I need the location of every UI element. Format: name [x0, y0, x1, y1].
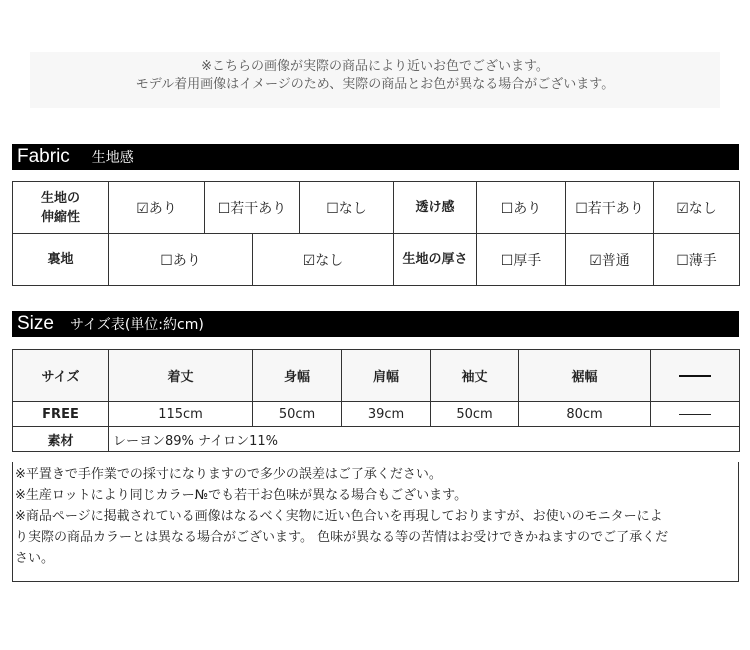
note-line: ※平置きで手作業での採寸になりますので多少の誤差はご了承ください。 [15, 467, 442, 482]
thickness-option-thick: ☐厚手 [477, 234, 566, 286]
thickness-option-thin: ☐薄手 [654, 234, 740, 286]
dash-mark [679, 375, 711, 377]
size-title: Size [17, 313, 54, 334]
fabric-table [12, 181, 740, 286]
sheer-option-none: ☑なし [654, 182, 740, 234]
fabric-row-lining [13, 234, 740, 286]
lining-option-none: ☑なし [253, 234, 394, 286]
header-width: 身幅 [253, 350, 342, 402]
sheer-option-slight: ☐若干あり [566, 182, 654, 234]
sheer-option-yes: ☐あり [477, 182, 566, 234]
fabric-subtitle: 生地感 [91, 150, 134, 166]
size-table [12, 349, 740, 452]
lining-label: 裏地 [13, 234, 109, 286]
material-label: 素材 [13, 427, 109, 452]
value-sleeve: 50cm [431, 402, 519, 427]
size-free: FREE [13, 402, 109, 427]
note-line: さい。 [15, 551, 55, 566]
note-line: ※生産ロットにより同じカラー№でも若干お色味が異なる場合もございます。 [15, 488, 468, 503]
header-size: サイズ [13, 350, 109, 402]
notes-box [12, 462, 739, 582]
notice-line-2: モデル着用画像はイメージのため、実際の商品とお色が異なる場合がございます。 [135, 77, 615, 92]
stretch-label: 生地の 伸縮性 [13, 182, 109, 234]
material-value: レーヨン89% ナイロン11% [109, 427, 740, 452]
value-length: 115cm [109, 402, 253, 427]
fabric-row-stretch [13, 182, 740, 234]
note-line: り実際の商品カラーとは異なる場合がございます。 色味が異なる等の苦情はお受けできかねますのでご了承くだ [15, 530, 669, 545]
size-header-bar [12, 311, 739, 337]
stretch-option-yes: ☑あり [109, 182, 205, 234]
fabric-header-bar [12, 144, 739, 170]
size-header-row [13, 350, 740, 402]
note-line: ※商品ページに掲載されている画像はなるべく実物に近い色合いを再現しておりますが、お使いのモニターによ [15, 509, 663, 524]
thickness-label: 生地の厚さ [394, 234, 477, 286]
color-notice [30, 52, 720, 108]
stretch-option-slight: ☐若干あり [205, 182, 300, 234]
value-dash [651, 402, 740, 427]
stretch-option-none: ☐なし [300, 182, 394, 234]
size-row-material [13, 427, 740, 452]
lining-option-yes: ☐あり [109, 234, 253, 286]
value-shoulder: 39cm [342, 402, 431, 427]
dash-mark [679, 414, 711, 415]
thickness-option-normal: ☑普通 [566, 234, 654, 286]
notice-line-1: ※こちらの画像が実際の商品により近いお色でございます。 [201, 59, 549, 74]
header-hem: 裾幅 [519, 350, 651, 402]
header-length: 着丈 [109, 350, 253, 402]
header-sleeve: 袖丈 [431, 350, 519, 402]
fabric-title: Fabric [17, 146, 70, 167]
size-row-free [13, 402, 740, 427]
header-dash [651, 350, 740, 402]
value-width: 50cm [253, 402, 342, 427]
value-hem: 80cm [519, 402, 651, 427]
header-shoulder: 肩幅 [342, 350, 431, 402]
sheer-label: 透け感 [394, 182, 477, 234]
size-subtitle: サイズ表(単位:約cm) [69, 317, 204, 333]
